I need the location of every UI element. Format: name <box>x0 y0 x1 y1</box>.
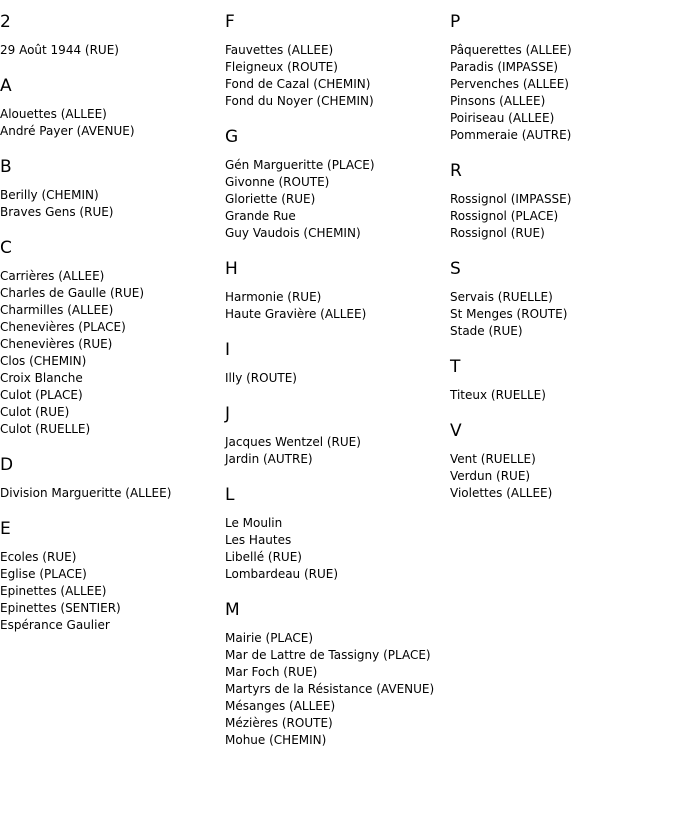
street-entry: Mar Foch (RUE) <box>225 665 318 679</box>
street-entry: Harmonie (RUE) <box>225 290 322 304</box>
street-entry: Grande Rue <box>225 209 296 223</box>
street-entry: Servais (RUELLE) <box>450 290 553 304</box>
street-index-column <box>0 10 220 649</box>
street-entry: Gén Margueritte (PLACE) <box>225 158 375 172</box>
street-entry: Givonne (ROUTE) <box>225 175 330 189</box>
section-letter-heading: H <box>225 259 238 279</box>
street-entry: Haute Gravière (ALLEE) <box>225 307 367 321</box>
street-list <box>450 451 670 502</box>
street-list <box>0 106 220 140</box>
letter-section <box>450 159 670 242</box>
street-entry: Fond du Noyer (CHEMIN) <box>225 94 374 108</box>
street-entry: Chenevières (RUE) <box>0 337 113 351</box>
street-list <box>0 187 220 221</box>
street-entry: Croix Blanche <box>0 371 83 385</box>
section-letter-heading: F <box>225 12 235 32</box>
letter-section <box>450 10 670 144</box>
section-letter-heading: D <box>0 455 14 475</box>
street-index-column <box>225 10 445 764</box>
letter-section <box>225 598 445 749</box>
street-entry: Chenevières (PLACE) <box>0 320 126 334</box>
letter-section <box>225 338 445 387</box>
street-list <box>450 42 670 144</box>
section-letter-heading: J <box>225 404 231 424</box>
street-list <box>0 485 220 502</box>
street-entry: Division Margueritte (ALLEE) <box>0 486 172 500</box>
street-entry: Libellé (RUE) <box>225 550 302 564</box>
street-index-column <box>450 10 670 517</box>
street-list <box>225 515 445 583</box>
street-entry: Fond de Cazal (CHEMIN) <box>225 77 371 91</box>
street-entry: Rossignol (IMPASSE) <box>450 192 572 206</box>
street-entry: Charles de Gaulle (RUE) <box>0 286 145 300</box>
street-entry: Rossignol (RUE) <box>450 226 545 240</box>
street-entry: Gloriette (RUE) <box>225 192 316 206</box>
letter-section <box>450 419 670 502</box>
street-list <box>225 157 445 242</box>
street-entry: Martyrs de la Résistance (AVENUE) <box>225 682 435 696</box>
street-list <box>225 370 445 387</box>
letter-section <box>0 236 220 438</box>
street-entry: Eglise (PLACE) <box>0 567 87 581</box>
street-entry: Clos (CHEMIN) <box>0 354 87 368</box>
letter-section <box>0 10 220 59</box>
street-entry: Poiriseau (ALLEE) <box>450 111 555 125</box>
section-letter-heading: E <box>0 519 11 539</box>
section-letter-heading: G <box>225 127 239 147</box>
street-entry: Espérance Gaulier <box>0 618 110 632</box>
letter-section <box>450 355 670 404</box>
street-entry: Guy Vaudois (CHEMIN) <box>225 226 361 240</box>
street-entry: Braves Gens (RUE) <box>0 205 114 219</box>
section-letter-heading: T <box>450 357 461 377</box>
street-entry: Fleigneux (ROUTE) <box>225 60 338 74</box>
street-entry: Jardin (AUTRE) <box>225 452 313 466</box>
street-entry: Pinsons (ALLEE) <box>450 94 546 108</box>
street-entry: Fauvettes (ALLEE) <box>225 43 334 57</box>
section-letter-heading: 2 <box>0 12 11 32</box>
section-letter-heading: R <box>450 161 462 181</box>
street-entry: Berilly (CHEMIN) <box>0 188 99 202</box>
street-entry: Paradis (IMPASSE) <box>450 60 559 74</box>
section-letter-heading: V <box>450 421 462 441</box>
street-entry: Ecoles (RUE) <box>0 550 77 564</box>
street-list <box>225 42 445 110</box>
letter-section <box>450 257 670 340</box>
street-entry: Jacques Wentzel (RUE) <box>225 435 361 449</box>
street-entry: Mézières (ROUTE) <box>225 716 333 730</box>
street-entry: Lombardeau (RUE) <box>225 567 339 581</box>
letter-section <box>0 74 220 140</box>
street-list <box>450 289 670 340</box>
street-entry: Le Moulin <box>225 516 283 530</box>
street-entry: Stade (RUE) <box>450 324 523 338</box>
section-letter-heading: L <box>225 485 235 505</box>
street-entry: Epinettes (SENTIER) <box>0 601 121 615</box>
section-letter-heading: P <box>450 12 461 32</box>
street-entry: Pommeraie (AUTRE) <box>450 128 572 142</box>
street-entry: Les Hautes <box>225 533 292 547</box>
street-entry: Mohue (CHEMIN) <box>225 733 327 747</box>
street-entry: Mar de Lattre de Tassigny (PLACE) <box>225 648 431 662</box>
street-entry: St Menges (ROUTE) <box>450 307 568 321</box>
street-entry: Mésanges (ALLEE) <box>225 699 336 713</box>
street-entry: Culot (RUE) <box>0 405 70 419</box>
street-entry: Titeux (RUELLE) <box>450 388 546 402</box>
street-entry: Epinettes (ALLEE) <box>0 584 107 598</box>
street-entry: André Payer (AVENUE) <box>0 124 135 138</box>
section-letter-heading: B <box>0 157 12 177</box>
letter-section <box>225 10 445 110</box>
street-entry: Rossignol (PLACE) <box>450 209 559 223</box>
section-letter-heading: A <box>0 76 12 96</box>
street-list <box>225 289 445 323</box>
letter-section <box>0 155 220 221</box>
street-entry: 29 Août 1944 (RUE) <box>0 43 119 57</box>
street-list <box>0 549 220 634</box>
street-list <box>0 42 220 59</box>
letter-section <box>225 125 445 242</box>
letter-section <box>0 517 220 634</box>
section-letter-heading: S <box>450 259 461 279</box>
street-list <box>225 434 445 468</box>
street-entry: Pervenches (ALLEE) <box>450 77 569 91</box>
section-letter-heading: M <box>225 600 240 620</box>
street-entry: Verdun (RUE) <box>450 469 531 483</box>
street-entry: Violettes (ALLEE) <box>450 486 553 500</box>
street-list <box>0 268 220 438</box>
street-list <box>450 387 670 404</box>
street-entry: Charmilles (ALLEE) <box>0 303 114 317</box>
letter-section <box>225 257 445 323</box>
street-entry: Vent (RUELLE) <box>450 452 536 466</box>
letter-section <box>225 483 445 583</box>
street-entry: Alouettes (ALLEE) <box>0 107 107 121</box>
street-list <box>450 191 670 242</box>
letter-section <box>0 453 220 502</box>
street-entry: Illy (ROUTE) <box>225 371 297 385</box>
street-entry: Carrières (ALLEE) <box>0 269 105 283</box>
street-entry: Pâquerettes (ALLEE) <box>450 43 572 57</box>
street-entry: Culot (PLACE) <box>0 388 83 402</box>
street-entry: Mairie (PLACE) <box>225 631 314 645</box>
section-letter-heading: I <box>225 340 231 360</box>
section-letter-heading: C <box>0 238 12 258</box>
letter-section <box>225 402 445 468</box>
street-list <box>225 630 445 749</box>
street-entry: Culot (RUELLE) <box>0 422 91 436</box>
